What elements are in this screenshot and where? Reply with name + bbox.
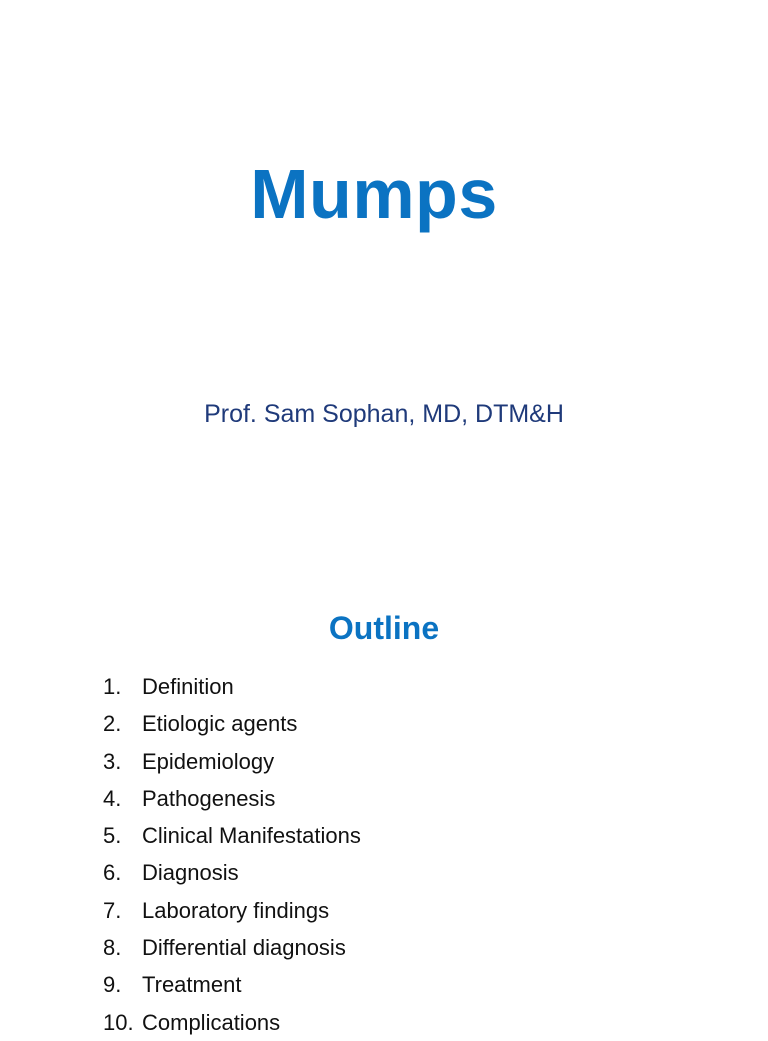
outline-item-number: 9. [103, 972, 122, 998]
outline-item-number: 8. [103, 935, 122, 961]
outline-list [0, 668, 768, 1041]
outline-item [0, 929, 768, 966]
outline-item-text: Pathogenesis [142, 785, 276, 811]
outline-item-number: 3. [103, 748, 122, 774]
outline-item [0, 892, 768, 929]
outline-item-text: Complications [142, 1009, 281, 1035]
outline-item [0, 854, 768, 891]
outline-item-text: Laboratory findings [142, 897, 330, 923]
outline-item [0, 705, 768, 742]
author-line: Prof. Sam Sophan, MD, DTM&H [204, 400, 564, 428]
outline-item-number: 2. [103, 711, 122, 737]
outline-heading: Outline [328, 610, 440, 646]
outline-item-text: Clinical Manifestations [142, 823, 361, 849]
outline-item [0, 817, 768, 854]
outline-item [0, 743, 768, 780]
outline-item-text: Etiologic agents [142, 711, 298, 737]
outline-item-text: Treatment [142, 972, 242, 998]
outline-item-number: 1. [103, 674, 122, 699]
outline-item [0, 780, 768, 817]
outline-item-number: 5. [103, 823, 122, 849]
outline-item [0, 966, 768, 1003]
outline-item [0, 668, 768, 705]
outline-item-number: 7. [103, 897, 122, 923]
outline-item-text: Epidemiology [142, 748, 275, 774]
outline-item-number: 4. [103, 785, 122, 811]
outline-item [0, 1004, 768, 1041]
document-title: Mumps [250, 155, 498, 233]
outline-item-number: 6. [103, 860, 122, 886]
outline-item-text: Definition [142, 674, 234, 699]
outline-item-text: Differential diagnosis [142, 935, 346, 961]
outline-item-text: Diagnosis [142, 860, 239, 886]
outline-item-number: 10. [103, 1009, 134, 1035]
